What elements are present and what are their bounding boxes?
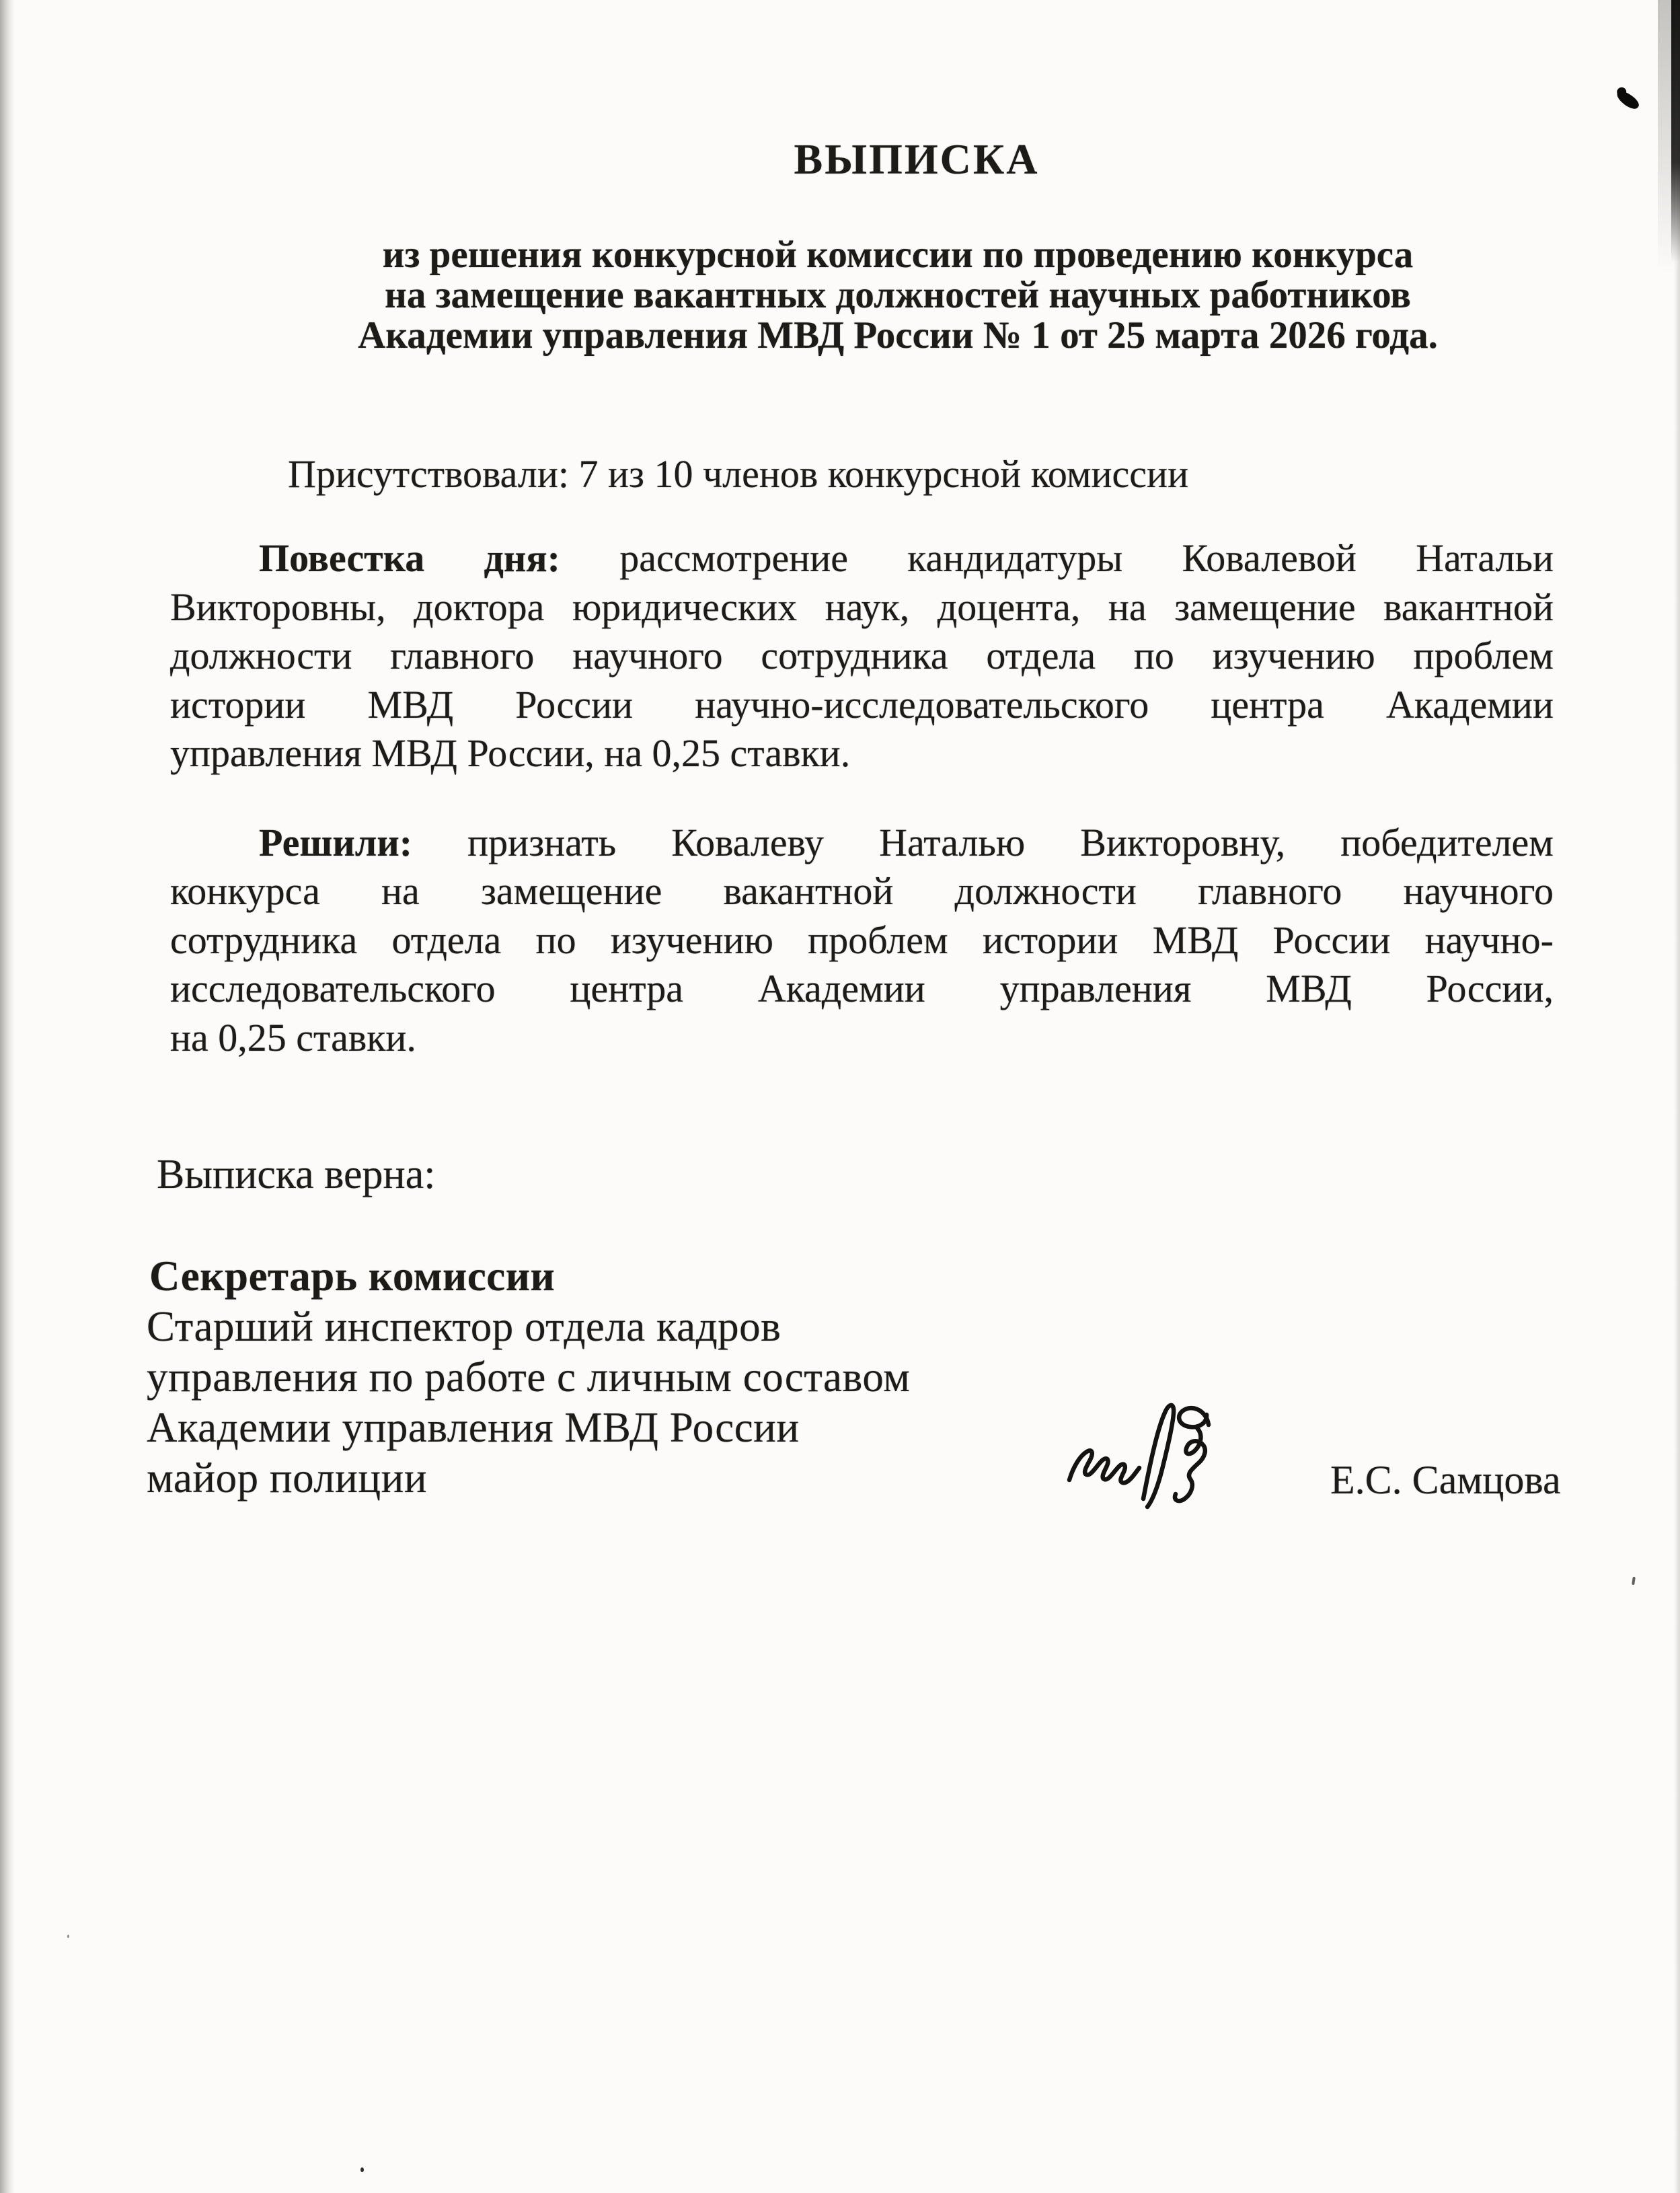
agenda-line: Викторовны, доктора юридических наук, доцента, на замещение вакантной bbox=[170, 585, 1554, 629]
decision-line: конкурса на замещение вакантной должности главного научного bbox=[170, 869, 1554, 913]
signatory-role-title: Секретарь комиссии bbox=[149, 1253, 556, 1300]
certification-line: Выписка верна: bbox=[157, 1152, 436, 1197]
document-subtitle bbox=[326, 235, 1469, 356]
decision-heading: Решили: bbox=[259, 821, 413, 864]
subtitle-line: из решения конкурсной комиссии по проведению конкурса bbox=[382, 233, 1414, 276]
agenda-heading: Повестка дня: bbox=[259, 536, 560, 580]
signatory-role-line: Академии управления МВД России bbox=[147, 1404, 800, 1451]
decision-line bbox=[259, 821, 1554, 866]
decision-line: исследовательского центра Академии управления МВД России, bbox=[170, 967, 1554, 1010]
attendees-line: Присутствовали: 7 из 10 членов конкурсной комиссии bbox=[288, 452, 1189, 496]
decision-line: на 0,25 ставки. bbox=[170, 1016, 416, 1060]
decision-text: признать Ковалеву Наталью Викторовну, победителем bbox=[467, 821, 1554, 864]
signatory-name: Е.С. Самцова bbox=[1330, 1458, 1561, 1502]
scan-speck bbox=[360, 2167, 364, 2172]
agenda-line: должности главного научного сотрудника отдела по изучению проблем bbox=[170, 634, 1554, 677]
agenda-text: рассмотрение кандидатуры Ковалевой Натальи bbox=[619, 536, 1554, 580]
agenda-line bbox=[259, 536, 1554, 581]
ink-blot bbox=[1615, 87, 1642, 112]
signatory-role-line: майор полиции bbox=[147, 1454, 428, 1501]
subtitle-line: Академии управления МВД России № 1 от 25 марта 2026 года. bbox=[358, 314, 1438, 357]
subtitle-line: на замещение вакантных должностей научных работников bbox=[385, 274, 1411, 316]
signatory-role-line: управления по работе с личным составом bbox=[147, 1353, 911, 1401]
decision-line: сотрудника отдела по изучению проблем истории МВД России научно- bbox=[170, 918, 1554, 962]
scan-corner-dark-band bbox=[1671, 0, 1680, 262]
scan-speck bbox=[67, 1935, 69, 1938]
signatory-role-line: Старший инспектор отдела кадров bbox=[147, 1303, 781, 1350]
handwritten-signature bbox=[1064, 1391, 1222, 1516]
scan-edge-left bbox=[0, 0, 15, 2193]
scan-speck bbox=[1632, 1577, 1636, 1585]
agenda-line: управления МВД России, на 0,25 ставки. bbox=[170, 731, 851, 775]
document-title: ВЫПИСКА bbox=[794, 135, 1040, 183]
scan-edge-right bbox=[1674, 0, 1680, 2193]
agenda-line: истории МВД России научно-исследовательского центра Академии bbox=[170, 683, 1554, 727]
